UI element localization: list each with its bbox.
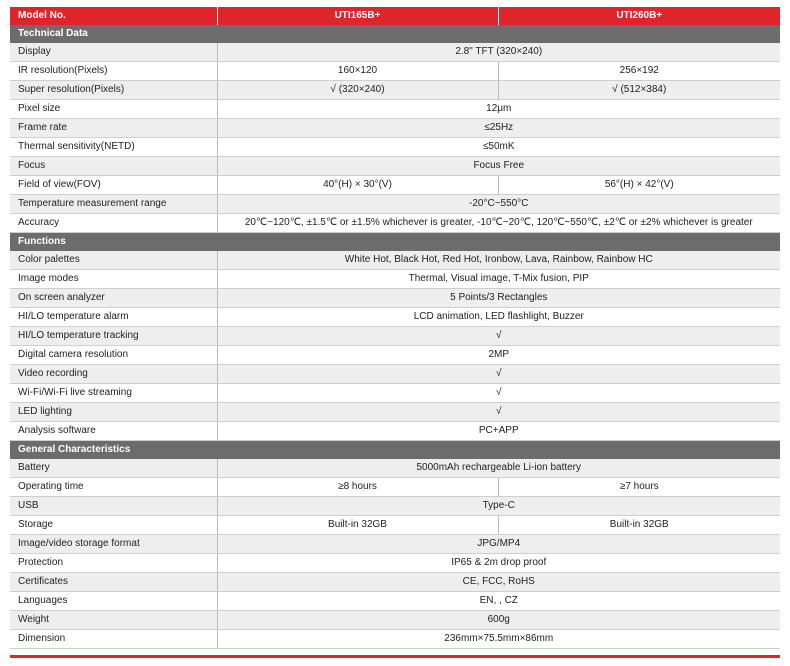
table-row [10,384,780,403]
row-value: EN, , CZ [217,592,780,611]
table-row [10,592,780,611]
row-value: White Hot, Black Hot, Red Hot, Ironbow, Lava, Rainbow, Rainbow HC [217,251,780,270]
table-row [10,422,780,441]
row-value-model-a: 40°(H) × 30°(V) [217,176,498,195]
row-value: 5000mAh rechargeable Li-ion battery [217,459,780,478]
row-label: HI/LO temperature tracking [10,327,217,346]
row-value: ≤25Hz [217,119,780,138]
section-header-row [10,441,780,460]
row-value: LCD animation, LED flashlight, Buzzer [217,308,780,327]
row-value: √ [217,384,780,403]
row-label: Super resolution(Pixels) [10,81,217,100]
spec-table [10,7,780,649]
row-label: Accuracy [10,214,217,233]
row-label: IR resolution(Pixels) [10,62,217,81]
row-value: 600g [217,611,780,630]
table-row [10,214,780,233]
row-value-model-b: ≥7 hours [498,478,780,497]
row-value-model-b: Built-in 32GB [498,516,780,535]
section-title: Technical Data [10,25,780,43]
row-value: JPG/MP4 [217,535,780,554]
row-value: 5 Points/3 Rectangles [217,289,780,308]
row-label: Digital camera resolution [10,346,217,365]
spec-body [10,25,780,649]
row-label: Thermal sensitivity(NETD) [10,138,217,157]
row-value: CE, FCC, RoHS [217,573,780,592]
row-label: LED lighting [10,403,217,422]
row-value: 236mm×75.5mm×86mm [217,630,780,649]
row-value: Focus Free [217,157,780,176]
table-row [10,403,780,422]
table-row [10,43,780,62]
row-value: Thermal, Visual image, T-Mix fusion, PIP [217,270,780,289]
row-value: √ [217,365,780,384]
row-value-model-a: √ (320×240) [217,81,498,100]
row-value: PC+APP [217,422,780,441]
table-row [10,81,780,100]
row-label: Image/video storage format [10,535,217,554]
table-row [10,573,780,592]
row-label: Focus [10,157,217,176]
row-label: Analysis software [10,422,217,441]
row-label: Weight [10,611,217,630]
table-row [10,157,780,176]
row-value-model-b: √ (512×384) [498,81,780,100]
row-label: On screen analyzer [10,289,217,308]
row-label: Protection [10,554,217,573]
row-label: Video recording [10,365,217,384]
model-a: UTI165B+ [217,7,498,25]
row-label: Battery [10,459,217,478]
row-value: √ [217,327,780,346]
row-label: Image modes [10,270,217,289]
row-label: Operating time [10,478,217,497]
row-value: IP65 & 2m drop proof [217,554,780,573]
model-b: UTI260B+ [498,7,780,25]
row-label: Storage [10,516,217,535]
row-value: √ [217,403,780,422]
table-row [10,365,780,384]
row-value-model-b: 56°(H) × 42°(V) [498,176,780,195]
row-value: 12μm [217,100,780,119]
table-row [10,327,780,346]
section-title: Functions [10,233,780,252]
row-label: Languages [10,592,217,611]
table-row [10,346,780,365]
row-value-model-b: 256×192 [498,62,780,81]
row-label: Wi-Fi/Wi-Fi live streaming [10,384,217,403]
row-label: Temperature measurement range [10,195,217,214]
table-row [10,554,780,573]
table-row [10,176,780,195]
table-row [10,119,780,138]
row-value-model-a: ≥8 hours [217,478,498,497]
table-row [10,308,780,327]
row-label: Dimension [10,630,217,649]
section-title: General Characteristics [10,441,780,460]
table-row [10,459,780,478]
section-header-row [10,233,780,252]
table-row [10,251,780,270]
row-value-model-a: 160×120 [217,62,498,81]
table-row [10,478,780,497]
table-row [10,611,780,630]
table-row [10,535,780,554]
row-label: Frame rate [10,119,217,138]
table-row [10,100,780,119]
row-value: 2.8" TFT (320×240) [217,43,780,62]
bottom-divider [10,655,780,658]
row-label: Color palettes [10,251,217,270]
row-value: 2MP [217,346,780,365]
row-label: USB [10,497,217,516]
row-label: Certificates [10,573,217,592]
table-row [10,62,780,81]
table-row [10,138,780,157]
row-label: Display [10,43,217,62]
header-row [10,7,780,25]
table-row [10,630,780,649]
row-value: 20℃~120℃, ±1.5℃ or ±1.5% whichever is greater, -10℃~20℃, 120℃~550℃, ±2℃ or ±2% whichever is greater [217,214,780,233]
row-value: Type-C [217,497,780,516]
row-label: HI/LO temperature alarm [10,308,217,327]
table-row [10,195,780,214]
section-header-row [10,25,780,43]
model-label: Model No. [10,7,217,25]
table-row [10,516,780,535]
table-row [10,289,780,308]
row-label: Field of view(FOV) [10,176,217,195]
row-value: ≤50mK [217,138,780,157]
table-row [10,497,780,516]
row-label: Pixel size [10,100,217,119]
table-row [10,270,780,289]
row-value-model-a: Built-in 32GB [217,516,498,535]
row-value: -20°C~550°C [217,195,780,214]
